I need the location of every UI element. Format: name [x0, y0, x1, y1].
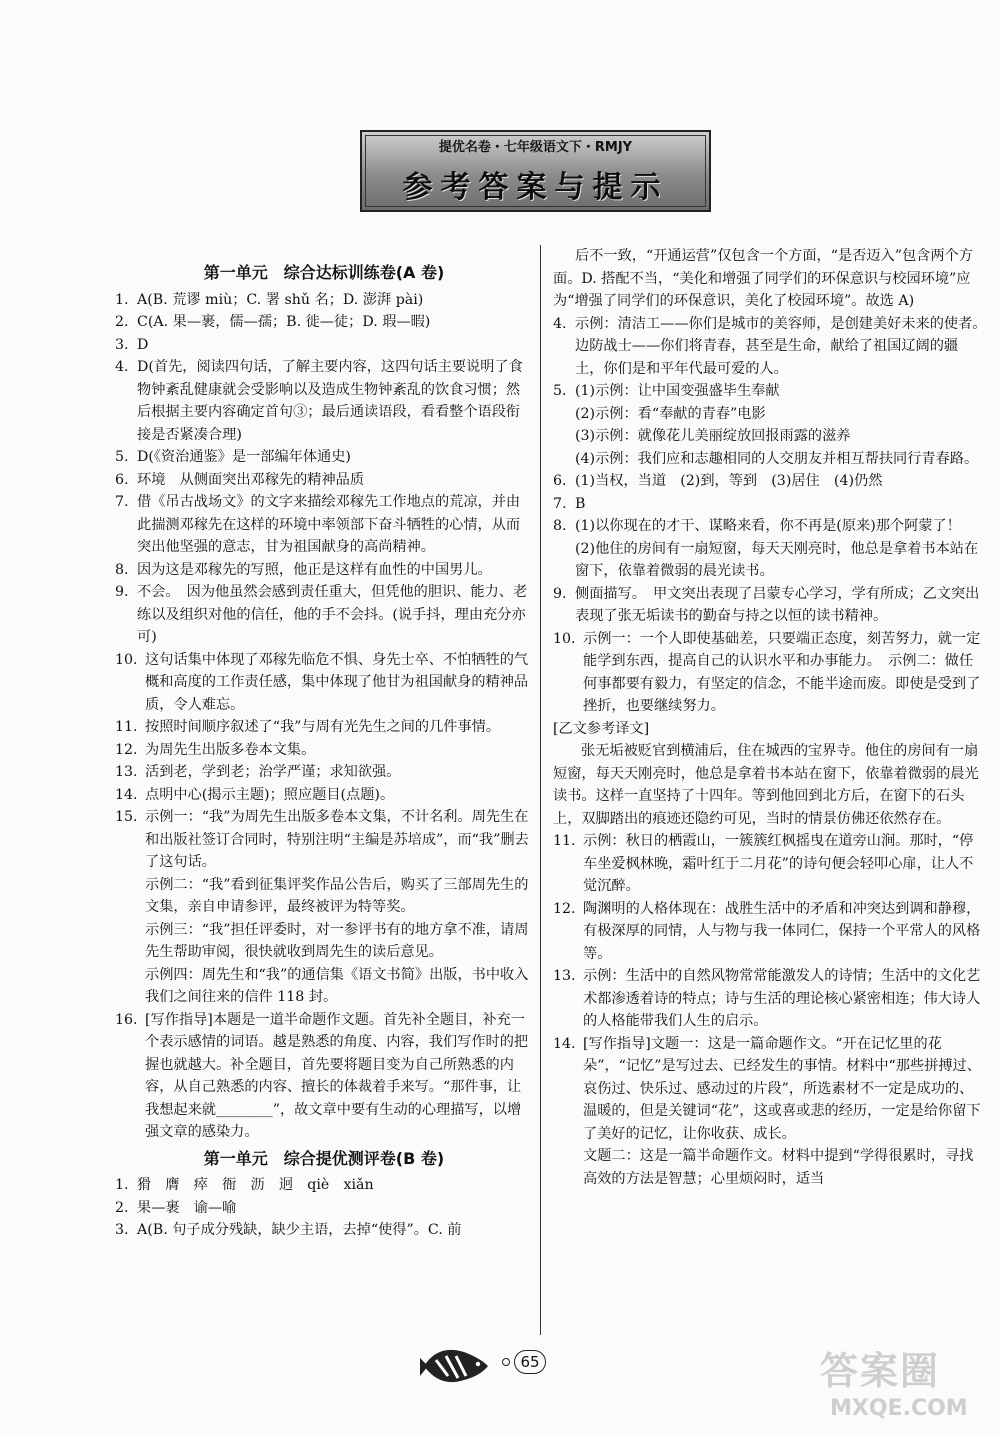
answer-number: 8. — [115, 561, 129, 578]
answer-text: (1)以你现在的才干、谋略来看，你不再是(原来)那个阿蒙了！ (2)他住的房间有一扇短窗，每天天刚亮时，他总是拿着书本站在窗下，依靠着微弱的晨光读书。 — [575, 518, 979, 579]
answer-item — [553, 583, 985, 628]
answer-text: 猾 膺 瘁 衙 沥 迥 qiè xiǎn — [137, 1177, 374, 1193]
answer-number: 5. — [553, 383, 567, 399]
section-title-a: 第一单元 综合达标训练卷(A 卷) — [203, 263, 445, 282]
answer-item — [115, 491, 533, 559]
answer-number: 4. — [553, 315, 567, 332]
answer-number: 12. — [115, 741, 138, 758]
section-b-answers — [115, 1174, 533, 1242]
answer-item — [115, 581, 533, 649]
answer-item — [553, 628, 985, 718]
answer-text: 示例一：一个人即使基础差，只要端正态度，刻苦努力，就一定能学到东西，提高自己的认识水平和办事能力。 示例二：做任何事都要有毅力，有坚定的信念，不能半途而废。即使是受到了挫折，也要继续努力。 — [583, 630, 981, 714]
right-answers-b — [553, 830, 985, 1190]
continuation-text: 后不一致，“开通运营”仅包含一个方面，“是否迈入”包含两个方面。D. 搭配不当，“美化和增强了同学们的环保意识与校园环境”应为“增强了同学们的环保意识，美化了校园环境”。故选 A) — [553, 248, 973, 309]
answer-number: 3. — [115, 336, 129, 353]
answer-text: 示例一：“我”为周先生出版多卷本文集，不计名利。周先生在和出版社签订合同时，特别注明“主编是苏培成”，而“我”删去了这句话。 示例二：“我”看到征集评奖作品公告后，购买了三部周先生的文集，亲自申请参评，最终被评为特等奖。 示例三：“我”担任评委时，对一参评书有的地方拿不准，请周先生帮助审阅，很快就收到周先生的读后意见。 示例四：周先生和“我”的通信集《语文书简》出版，书中收入我们之间往来的信件 118 封。 — [145, 809, 529, 1005]
banner-title: 参考答案与提示 — [402, 170, 669, 205]
answer-text: (1)示例：让中国变强盛毕生奉献 (2)示例：看“奉献的青春”电影 (3)示例：就像花儿美丽绽放回报雨露的滋养 (4)示例：我们应和志趣相同的人交朋友并相互帮扶同行青春路。 — [575, 383, 979, 467]
answer-text: 环境 从侧面突出邓稼先的精神品质 — [137, 471, 365, 488]
watermark-text: 答案圈 — [820, 1349, 941, 1393]
answer-text: (1)当权，当道 (2)到，等到 (3)居住 (4)仍然 — [575, 473, 883, 489]
answer-text: 侧面描写。 甲文突出表现了吕蒙专心学习，学有所成；乙文突出表现了张无垢读书的勤奋与持之以恒的读书精神。 — [575, 585, 980, 624]
answer-number: 3. — [115, 1222, 129, 1238]
answer-item — [553, 965, 985, 1033]
column-divider — [540, 245, 541, 1335]
watermark-url: MXQE.COM — [830, 1396, 968, 1421]
answer-text: 因为这是邓稼先的写照，他正是这样有血性的中国男儿。 — [137, 561, 492, 578]
answer-item — [115, 761, 533, 784]
answer-item — [115, 649, 533, 717]
answer-number: 8. — [553, 518, 567, 534]
answer-text: D(《资治通鉴》是一部编年体通史) — [137, 449, 351, 465]
answer-item — [115, 784, 533, 807]
answer-number: 7. — [553, 495, 567, 512]
answer-number: 13. — [115, 764, 138, 780]
answer-text: 为周先生出版多卷本文集。 — [145, 741, 316, 758]
answer-item — [115, 289, 533, 312]
left-column — [115, 262, 533, 1242]
answer-text: A(B. 句子成分残缺，缺少主语，去掉“使得”。C. 前 — [137, 1222, 462, 1238]
fish-icon — [418, 1336, 498, 1396]
answer-text: [写作指导]文题一：这是一篇命题作文。“开在记忆里的花朵”，“记忆”是写过去、已经发生的事情。材料中“那些拼搏过、哀伤过、快乐过、感动过的片段”，所选素材不一定是成功的、温暖的，但是关键词“花”，这或喜或悲的经历，一定是给你留下了美好的记忆，让你收获、成长。 文题二：这是一篇半命题作文。材料中提到“学得很累时，寻找高效的方法是智慧；心里烦闷时，适当 — [583, 1035, 981, 1187]
answer-item — [115, 1009, 533, 1144]
answer-text: D(首先，阅读四句话，了解主要内容，这四句话主要说明了食物钟紊乱健康就会受影响以及造成生物钟紊乱的饮食习惯；然后根据主要内容确定首句③；最后通读语段，看看整个语段衔接是否紧凑合理) — [137, 359, 523, 443]
answer-text: 示例：清洁工——你们是城市的美容师，是创建美好未来的使者。 边防战士——你们将青春，甚至是生命，献给了祖国辽阔的疆土，你们是和平年代最可爱的人。 — [575, 315, 994, 377]
answer-item — [553, 1033, 985, 1191]
answer-number: 13. — [553, 968, 576, 984]
answer-text: [写作指导]本题是一道半命题作文题。首先补全题目，补充一个表示感情的词语。越是熟悉的角度、内容，我们写作时的把握也就越大。补全题目，首先要将题目变为自己所熟悉的内容，从自己熟悉的内容、擅长的体裁着手来写。“那件事，让我想起来就________”，故文章中要有生动的心理描写，以增强文章的感染力。 — [145, 1011, 529, 1140]
answer-text: 不会。 因为他虽然会感到责任重大，但凭他的胆识、能力、老练以及组织对他的信任，他的手不会抖。(说手抖，理由充分亦可) — [137, 584, 528, 645]
answer-item — [115, 469, 533, 492]
header-banner — [360, 130, 711, 212]
translation-text: 张无垢被贬官到横浦后，住在城西的宝界寺。他住的房间有一扇短窗，每天天刚亮时，他总是拿着书本站在窗下，依靠着微弱的晨光读书。这样一直坚持了十四年。等到他回到北方后，在窗下的石头上，双脚踏出的痕迹还隐约可见，当时的情景仿佛还依然存在。 — [553, 743, 979, 827]
answer-number: 1. — [115, 1177, 129, 1193]
answer-item — [553, 313, 994, 381]
watermark-logo — [820, 1340, 990, 1430]
section-a-answers — [115, 289, 533, 1144]
answer-number: 14. — [115, 786, 138, 803]
answer-item — [115, 1197, 533, 1220]
answer-number: 6. — [115, 471, 129, 488]
answer-text: 这句话集中体现了邓稼先临危不惧、身先士卒、不怕牺牲的气概和高度的工作责任感，集中体现了他甘为祖国献身的精神品质，令人难忘。 — [145, 651, 529, 713]
answer-number: 16. — [115, 1011, 138, 1028]
footer-dot — [502, 1358, 510, 1366]
answer-item — [553, 470, 985, 493]
answer-item — [553, 515, 985, 583]
answer-number: 14. — [553, 1035, 576, 1052]
right-column — [553, 245, 994, 1190]
answer-number: 9. — [553, 585, 567, 602]
answer-item — [115, 334, 533, 357]
answer-number: 7. — [115, 494, 129, 510]
answer-number: 1. — [115, 291, 129, 308]
answer-number: 2. — [115, 314, 129, 330]
answer-number: 10. — [115, 651, 138, 668]
section-title-b: 第一单元 综合提优测评卷(B 卷) — [203, 1148, 445, 1168]
answer-item — [553, 830, 985, 898]
answer-item — [115, 559, 533, 582]
answer-item — [115, 446, 533, 469]
answer-item — [115, 1174, 533, 1197]
translation-heading: [乙文参考译文] — [553, 720, 650, 737]
answer-number: 9. — [115, 584, 129, 600]
answer-item — [115, 739, 533, 762]
answer-text: 陶渊明的人格体现在：战胜生活中的矛盾和冲突达到调和静穆，有极深厚的同情，人与物与我一体同仁，保持一个平常人的风格等。 — [583, 900, 981, 962]
answer-number: 12. — [553, 900, 576, 917]
answer-text: A(B. 荒谬 miù；C. 署 shǔ 名；D. 澎湃 pài) — [137, 291, 424, 308]
answer-text: D — [137, 336, 149, 353]
answer-number: 4. — [115, 359, 129, 375]
answer-item — [553, 898, 985, 966]
right-answers-a — [553, 313, 994, 718]
answer-number: 10. — [553, 630, 576, 647]
answer-number: 5. — [115, 449, 129, 465]
answer-text: 借《吊古战场文》的文字来描绘邓稼先工作地点的荒凉，并由此揣测邓稼先在这样的环境中率领部下奋斗牺牲的心情，从而突出他坚强的意志，甘为祖国献身的高尚精神。 — [137, 494, 521, 555]
answer-number: 2. — [115, 1199, 129, 1216]
answer-text: 按照时间顺序叙述了“我”与周有光先生之间的几件事情。 — [145, 719, 501, 735]
answer-text: 示例：秋日的栖霞山，一簇簇红枫摇曳在道旁山涧。那时，“停车坐爱枫林晚，霜叶红于二月花”的诗句便会轻叩心扉，让人不觉沉醉。 — [583, 833, 974, 894]
page-number: 65 — [514, 1350, 546, 1374]
answer-text: C(A. 果—裹，儒—孺；B. 徙—徒；D. 瑕—暇) — [137, 314, 431, 330]
answer-number: 6. — [553, 473, 567, 489]
answer-number: 11. — [115, 719, 138, 735]
answer-text: B — [575, 495, 586, 512]
answer-item — [115, 311, 533, 334]
answer-number: 11. — [553, 833, 576, 849]
answer-item — [115, 1219, 533, 1242]
answer-text: 活到老，学到老；治学严谨；求知欲强。 — [145, 764, 401, 780]
answer-number: 15. — [115, 809, 138, 825]
page-footer — [418, 1336, 548, 1396]
answer-text: 点明中心(揭示主题)；照应题目(点题)。 — [145, 786, 395, 803]
answer-text: 示例：生活中的自然风物常常能激发人的诗情；生活中的文化艺术都渗透着诗的特点；诗与生活的理论核心紧密相连；伟大诗人的人格能带我们人生的启示。 — [583, 968, 981, 1029]
banner-subtitle: 提优名卷・七年级语文下・RMJY — [438, 140, 633, 155]
answer-text: 果—裹 谕—喻 — [137, 1199, 237, 1216]
answer-item — [115, 806, 533, 1009]
answer-item — [553, 380, 985, 470]
answer-item — [553, 493, 985, 516]
answer-item — [115, 716, 533, 739]
answer-item — [115, 356, 533, 446]
